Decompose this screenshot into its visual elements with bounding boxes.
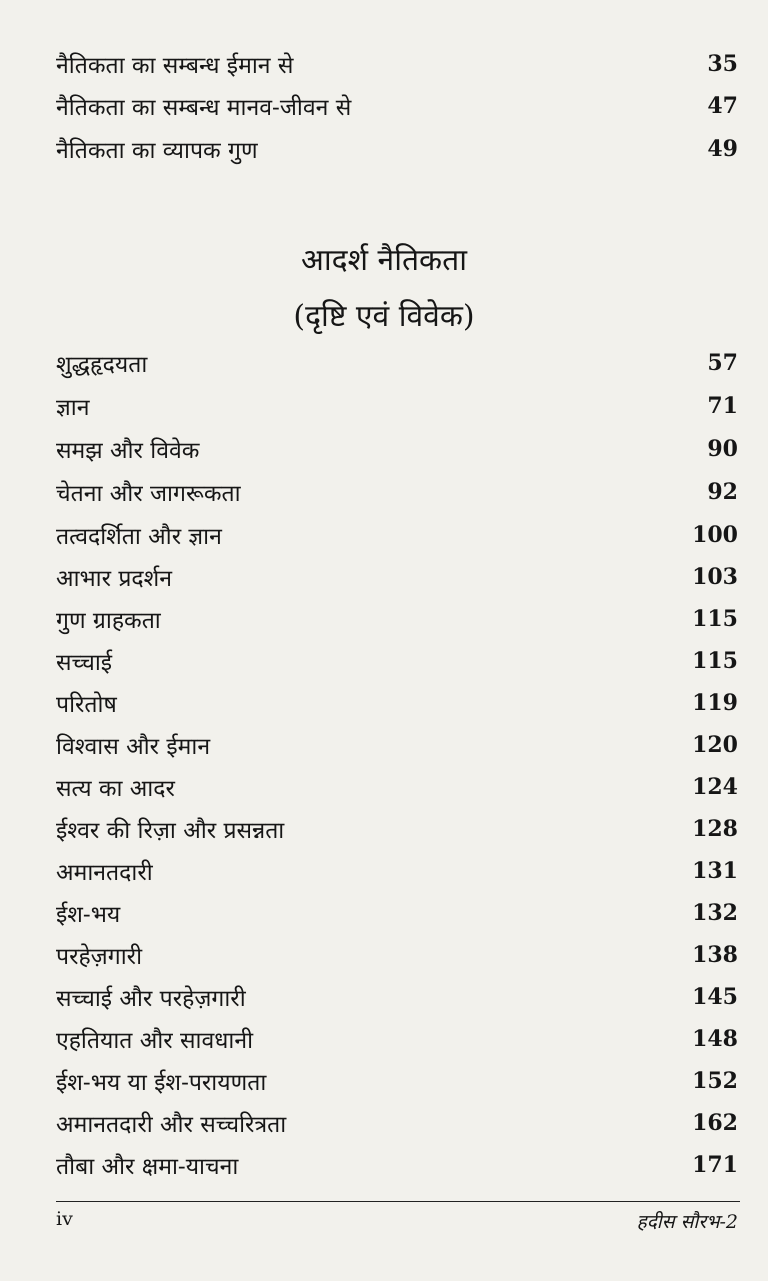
toc-entry-page: 92 [707, 479, 738, 505]
toc-entry-page: 171 [692, 1152, 738, 1178]
toc-entry [56, 767, 738, 807]
toc-entry-title: आभार प्रदर्शन [56, 566, 173, 592]
toc-entry [56, 86, 738, 126]
toc-entry [56, 599, 738, 639]
toc-entry-title: ईश-भय या ईश-परायणता [56, 1070, 267, 1096]
toc-entry-title: अमानतदारी और सच्चरित्रता [56, 1112, 287, 1138]
footer-book-title: हदीस सौरभ-2 [636, 1211, 738, 1233]
toc-entry-page: 162 [692, 1110, 738, 1136]
toc-entry-page: 119 [692, 690, 738, 716]
toc-entry-page: 115 [692, 648, 738, 674]
toc-entry [56, 557, 738, 597]
toc-entry-page: 115 [692, 606, 738, 632]
toc-entry-title: समझ और विवेक [56, 438, 200, 464]
toc-entry-title: परहेज़गारी [56, 944, 143, 970]
toc-entry-title: अमानतदारी [56, 860, 153, 886]
toc-entry-page: 90 [707, 436, 738, 462]
toc-entry-title: चेतना और जागरूकता [56, 481, 241, 507]
toc-entry [56, 1103, 738, 1143]
toc-entry [56, 515, 738, 555]
toc-entry-page: 103 [692, 564, 738, 590]
toc-entry-title: सत्य का आदर [56, 776, 175, 802]
toc-entry-title: ईश-भय [56, 902, 121, 928]
toc-entry-page: 148 [692, 1026, 738, 1052]
toc-entry [56, 429, 738, 469]
toc-entry-title: नैतिकता का सम्बन्ध मानव-जीवन से [56, 95, 352, 121]
toc-entry [56, 129, 738, 169]
toc-entry-page: 124 [692, 774, 738, 800]
toc-entry [56, 851, 738, 891]
footer-divider [56, 1201, 740, 1202]
toc-entry [56, 725, 738, 765]
toc-entry-title: शुद्धहृदयता [56, 352, 148, 378]
toc-entry [56, 1145, 738, 1185]
toc-entry-page: 47 [707, 93, 738, 119]
toc-entry-title: नैतिकता का सम्बन्ध ईमान से [56, 53, 294, 79]
toc-entry-title: ज्ञान [56, 395, 90, 421]
toc-entry-title: सच्चाई और परहेज़गारी [56, 986, 246, 1012]
toc-entry-title: तत्वदर्शिता और ज्ञान [56, 524, 222, 550]
toc-entry-page: 145 [692, 984, 738, 1010]
section-title: आदर्श नैतिकता [301, 243, 467, 278]
toc-entry-page: 131 [692, 858, 738, 884]
toc-entry-page: 35 [707, 51, 738, 77]
toc-entry-title: तौबा और क्षमा-याचना [56, 1154, 239, 1180]
section-subtitle: (दृष्टि एवं विवेक) [293, 299, 475, 334]
toc-entry [56, 683, 738, 723]
footer-page-number: iv [56, 1208, 73, 1230]
toc-entry-title: एहतियात और सावधानी [56, 1028, 254, 1054]
toc-entry-title: नैतिकता का व्यापक गुण [56, 138, 258, 164]
toc-entry [56, 1019, 738, 1059]
toc-entry-page: 120 [692, 732, 738, 758]
toc-entry-page: 49 [707, 136, 738, 162]
toc-entry-page: 152 [692, 1068, 738, 1094]
toc-entry-page: 71 [707, 393, 738, 419]
toc-entry [56, 935, 738, 975]
toc-entry-page: 138 [692, 942, 738, 968]
toc-entry [56, 472, 738, 512]
toc-entry-title: ईश्वर की रिज़ा और प्रसन्नता [56, 818, 285, 844]
toc-entry [56, 809, 738, 849]
toc-entry-title: परितोष [56, 692, 117, 718]
toc-entry-page: 57 [707, 350, 738, 376]
toc-entry-title: सच्चाई [56, 650, 113, 676]
toc-entry-page: 100 [692, 522, 738, 548]
toc-entry [56, 44, 738, 84]
toc-entry [56, 641, 738, 681]
toc-entry-page: 132 [692, 900, 738, 926]
toc-entry [56, 1061, 738, 1101]
toc-entry-page: 128 [692, 816, 738, 842]
toc-entry [56, 893, 738, 933]
toc-entry [56, 343, 738, 383]
toc-entry [56, 977, 738, 1017]
toc-entry-title: गुण ग्राहकता [56, 608, 161, 634]
toc-entry [56, 386, 738, 426]
toc-entry-title: विश्वास और ईमान [56, 734, 211, 760]
